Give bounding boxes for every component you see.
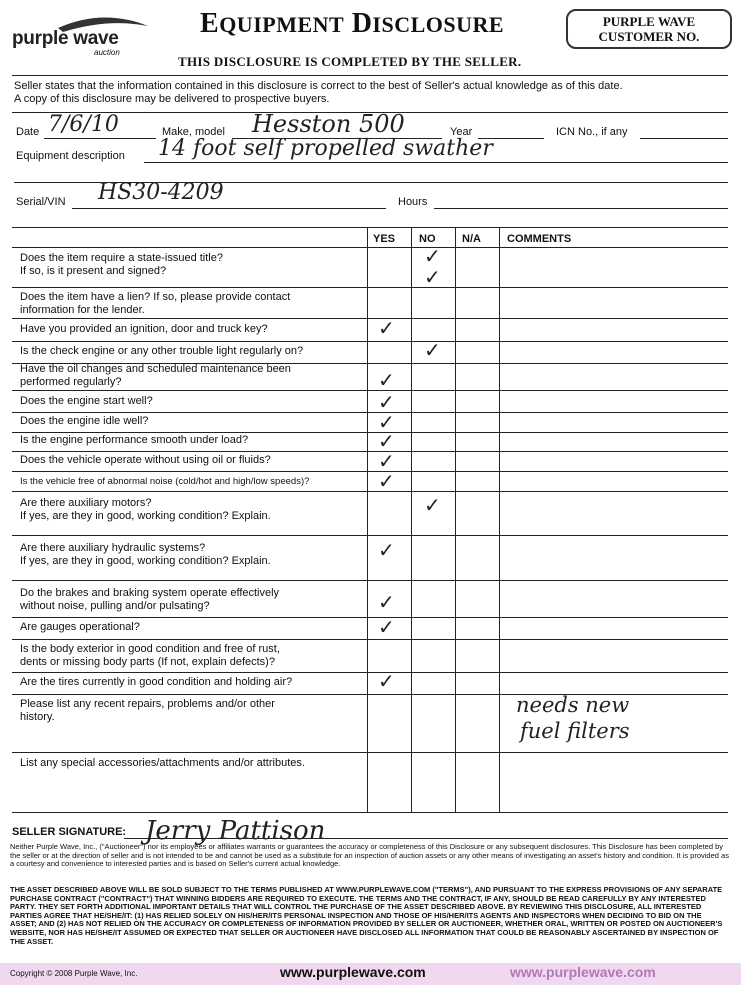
check-gauges-yes: ✓	[378, 615, 395, 639]
website-link[interactable]: www.purplewave.com	[280, 964, 426, 980]
question-engine-performance: Is the engine performance smooth under load?	[20, 434, 249, 446]
year-label: Year	[450, 126, 473, 138]
question-brakes: Do the brakes and braking system operate effectively without noise, pulling and/or pulsating?	[20, 587, 280, 612]
question-engine-idle: Does the engine idle well?	[20, 415, 149, 427]
logo-text: purple wave	[12, 28, 119, 49]
check-noise-yes: ✓	[378, 469, 395, 493]
comment-line-2: fuel filters	[520, 719, 630, 743]
check-keys-yes: ✓	[378, 316, 395, 340]
check-engine-start-yes: ✓	[378, 390, 395, 414]
question-accessories: List any special accessories/attachments and/or attributes.	[20, 757, 305, 769]
col-comments: COMMENTS	[507, 233, 572, 245]
make-label: Make, model	[162, 126, 225, 138]
question-abnormal-noise: Is the vehicle free of abnormal noise (cold/hot and high/low speeds)?	[20, 476, 310, 487]
check-oil-changes-yes: ✓	[378, 368, 395, 392]
customer-number-box: PURPLE WAVE CUSTOMER NO.	[566, 9, 732, 49]
question-aux-motors: Are there auxiliary motors? If yes, are they in good, working condition? Explain.	[20, 497, 271, 522]
date-value: 7/6/10	[48, 112, 119, 137]
date-label: Date	[16, 126, 40, 138]
page-title: EQUIPMENT DISCLOSURE	[200, 8, 505, 39]
question-oil-fluids: Does the vehicle operate without using oil or fluids?	[20, 454, 271, 466]
comment-line-1: needs new	[516, 693, 630, 717]
make-value: Hesston 500	[252, 110, 405, 138]
question-repairs: Please list any recent repairs, problems and/or other history.	[20, 698, 275, 723]
website-link-2[interactable]: www.purplewave.com	[510, 964, 656, 980]
check-title-no: ✓	[424, 244, 441, 268]
check-signed-no: ✓	[424, 265, 441, 289]
question-keys: Have you provided an ignition, door and truck key?	[20, 323, 268, 335]
seller-signature: Jerry Pattison	[145, 816, 326, 846]
col-na: N/A	[462, 233, 481, 245]
hours-label: Hours	[398, 196, 428, 208]
col-yes: YES	[373, 233, 396, 245]
question-title: Does the item require a state-issued title? If so, is it present and signed?	[20, 252, 223, 277]
check-aux-hydraulic-yes: ✓	[378, 538, 395, 562]
purple-wave-logo	[8, 14, 158, 58]
signature-label: SELLER SIGNATURE:	[12, 826, 127, 838]
question-aux-hydraulic: Are there auxiliary hydraulic systems? If yes, are they in good, working condition? Explain.	[20, 542, 271, 567]
question-tires: Are the tires currently in good condition and holding air?	[20, 676, 293, 688]
question-body-exterior: Is the body exterior in good condition and free of rust, dents or missing body parts (If not, explain defects)?	[20, 643, 280, 668]
check-aux-motors-no: ✓	[424, 493, 441, 517]
question-check-engine: Is the check engine or any other trouble light regularly on?	[20, 345, 304, 357]
logo-subtext: auction	[94, 48, 120, 57]
equipment-label: Equipment description	[16, 150, 125, 162]
page-subtitle: THIS DISCLOSURE IS COMPLETED BY THE SELLER.	[178, 54, 522, 69]
equipment-value: 14 foot self propelled swather	[158, 136, 493, 161]
check-performance-yes: ✓	[378, 429, 395, 453]
check-engine-light-no: ✓	[424, 338, 441, 362]
serial-value: HS30-4209	[98, 180, 224, 205]
question-gauges: Are gauges operational?	[20, 621, 140, 633]
check-fluids-yes: ✓	[378, 449, 395, 473]
icn-label: ICN No., if any	[556, 126, 628, 138]
question-engine-start: Does the engine start well?	[20, 395, 153, 407]
check-tires-yes: ✓	[378, 669, 395, 693]
check-engine-idle-yes: ✓	[378, 410, 395, 434]
intro-text: Seller states that the information contained in this disclosure is correct to the best of Seller's actual knowledge as of this date. A copy of this disclosure may be delivered to prospective buyers.	[14, 80, 623, 105]
check-brakes-yes: ✓	[378, 590, 395, 614]
serial-label: Serial/VIN	[16, 196, 66, 208]
terms-text: THE ASSET DESCRIBED ABOVE WILL BE SOLD SUBJECT TO THE TERMS PUBLISHED AT WWW.PURPLEWAVE.COM ("TERMS"), AND PURSUANT TO THE EXPRESS PROVISIONS OF ANY SEPARATE PURCHASE CONTRACT ("CONTRACT") THAT WINNING BIDDERS ARE REQUIRED TO EXECUTE. THE TERMS AND THE CONTRACT, IF ANY, SHOULD BE READ CAREFULLY BY ANY INTERESTED PARTY. THEY SET FORTH ADDITIONAL IMPORTANT DETAILS THAT WILL CONTROL THE PURCHASE OF THE ASSET DESCRIBED ABOVE. BY REVIEWING THIS DISCLOSURE, ALL INTERESTED PARTIES AGREE THAT HE/SHE/IT: (1) HAS RELIED SOLELY ON HIS/HER/ITS PERSONAL INSPECTION AND THOSE OF HIS/HER/ITS AGENTS AND INSPECTORS WHEN DECIDING TO BID ON THE ASSET; AND (2) HAS NOT RELIED ON THE ACCURACY OR COMPLETENESS OF INFORMATION PROVIDED BY SELLER OR AUCTIONEER, WHETHER ORAL, WRITTEN OR POSTED ON AUCTIONEER'S WEBSITE, NOR HAS HE/SHE/IT ASSUMED OR EXPECTED THAT SELLER OR AUCTIONEER HAVE DISCLOSED ALL INFORMATION THAT COULD BE REASONABLY ASCERTAINED BY INSPECTION OF THE ASSET.	[10, 885, 723, 946]
question-lien: Does the item have a lien? If so, please provide contact information for the lender.	[20, 291, 291, 316]
question-oil-changes: Have the oil changes and scheduled maintenance been performed regularly?	[20, 363, 291, 388]
copyright: Copyright © 2008 Purple Wave, Inc.	[10, 969, 138, 978]
disclaimer-text: Neither Purple Wave, Inc., ("Auctioneer") nor its employees or affiliates warrants or guarantees the accuracy or completeness of this Disclosure or any subsequent disclosures. This Disclosure has been completed by the seller or at the direction of seller and is not intended to be and cannot be used as a substitute for an inspection of auction assets or any other means of investigating an asset's history and condition. It is provided as a courtesy and convenience to interested parties and is based on Seller's current actual knowledge.	[10, 842, 729, 868]
col-no: NO	[419, 233, 436, 245]
